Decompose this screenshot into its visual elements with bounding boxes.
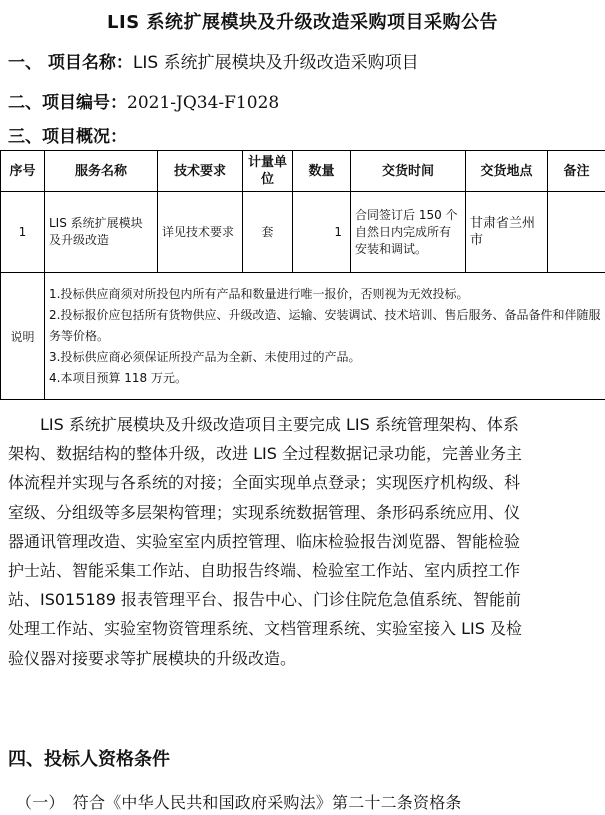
paragraph-line: 架构、数据结构的整体升级，改进 LIS 全过程数据记录功能，完善业务主: [8, 444, 522, 464]
paragraph-line: 体流程并实现与各系统的对接；全面实现单点登录；实现医疗机构级、科: [8, 473, 521, 493]
header-cell: 技术要求: [158, 151, 243, 192]
note-item: 3.投标供应商必须保证所投产品为全新、未使用过的产品。: [49, 349, 361, 364]
table-header-row: [1, 151, 605, 192]
paragraph-line: 处理工作站、实验室物资管理系统、文档管理系统、实验室接入 LIS 及检: [8, 619, 522, 639]
table-row: [1, 192, 605, 273]
header-cell: 计量单位: [243, 151, 293, 192]
section-project-name: [8, 48, 419, 73]
paragraph-line: 器通讯管理改造、实验室室内质控管理、临床检验报告浏览器、智能检验: [8, 531, 521, 551]
paragraph-line: 室级、分组级等多层架构管理；实现系统数据管理、条形码系统应用、仪: [8, 502, 521, 522]
header-cell: 交货时间: [351, 151, 466, 192]
table-notes-row: [1, 273, 605, 400]
header-cell: 数量: [293, 151, 351, 192]
notes-cell: [45, 273, 605, 400]
cell-unit: 套: [243, 192, 293, 273]
paragraph-line: 护士站、智能采集工作站、自助报告终端、检验室工作站、室内质控工作: [8, 561, 521, 581]
note-item: 1.投标供应商须对所投包内所有产品和数量进行唯一报价，否则视为无效投标。: [49, 286, 469, 301]
section-qualification-heading: 四、投标人资格条件: [8, 749, 170, 770]
header-cell: 服务名称: [45, 151, 158, 192]
cell-quantity: 1: [293, 192, 351, 273]
header-cell: 备注: [548, 151, 605, 192]
cell-service-name: LIS 系统扩展模块及升级改造: [45, 192, 158, 273]
page-title: LIS 系统扩展模块及升级改造采购项目采购公告: [107, 12, 498, 33]
project-number-value: 2021-JQ34-F1028: [127, 93, 280, 113]
project-description: [8, 410, 598, 673]
paragraph-line: LIS 系统扩展模块及升级改造项目主要完成 LIS 系统管理架构、体系: [8, 415, 519, 434]
section-overview-heading: 三、项目概况：: [8, 127, 127, 147]
cell-delivery-place: 甘肃省兰州市: [466, 192, 548, 273]
cell-delivery-time: 合同签订后 150 个自然日内完成所有安装和调试。: [351, 192, 466, 273]
cell-remark: [548, 192, 605, 273]
note-item: 2.投标报价应包括所有货物供应、升级改造、运输、安装调试、技术培训、售后服务、备品备件和伴随服务等价格。: [49, 307, 601, 343]
procurement-table: [0, 150, 605, 400]
notes-label: 说明: [1, 273, 45, 400]
project-name-value: LIS 系统扩展模块及升级改造采购项目: [132, 53, 419, 73]
section-project-number: [8, 88, 279, 113]
project-name-label: 一、 项目名称：: [8, 53, 133, 73]
header-cell: 序号: [1, 151, 45, 192]
qualification-item-1: （一） 符合《中华人民共和国政府采购法》第二十二条资格条: [16, 793, 462, 812]
note-item: 4.本项目预算 118 万元。: [49, 370, 187, 385]
cell-tech-requirement: 详见技术要求: [158, 192, 243, 273]
cell-index: 1: [1, 192, 45, 273]
paragraph-line: 验仪器对接要求等扩展模块的升级改造。: [8, 648, 297, 668]
header-cell: 交货地点: [466, 151, 548, 192]
paragraph-line: 站、IS015189 报表管理平台、报告中心、门诊住院危急值系统、智能前: [8, 590, 522, 610]
project-number-label: 二、项目编号：: [8, 93, 127, 113]
